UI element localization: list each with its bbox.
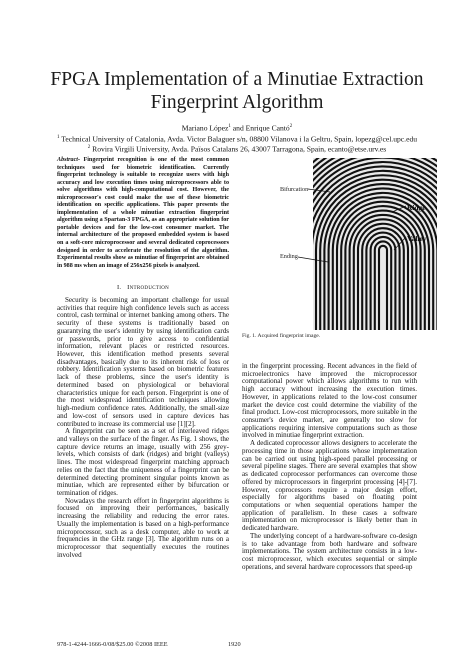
paragraph: A dedicated coprocessor allows designers to accelerate the processing time in those applications whose implementation can be carried out using high-speed parallel processing or several pipeline stages. There are several examples that show as dedicated coprocessor performances can overcome those offered by microprocessors in fingerprint processing [4]-[7]. However, coprocessors require a major design effort, especially for algorithms based on floating point computations or when sequential operations hamper the application of parallelism. In these cases a software implementation on microprocessor is likely better than in dedicated hardware. [242,439,417,533]
paragraph: in the fingerprint processing. Recent advances in the field of microelectronics have improved the microprocessor computational power which allows algorithms to run with high accuracy without increasing the execution times. However, in applications related to the low-cost consumer market the device cost could determine the viability of the final product. Low-cost microprocessors, more suitable in the consumer's device market, are generally too slow for applications requiring intensive computations such as those involved in minutiae fingerprint extraction. [242,362,417,440]
affiliation-2: $^2$ Rovira Virgili University, Avda. Països Catalans 26, 43007 Tarragona, Spain, ecanto@etse.urv.es [87,144,387,154]
paragraph: Security is becoming an important challenge for usual activities that require high confidence levels such as access control, cash terminal or internet banking among others. The security of these systems is traditionally based on guarantying the user's identity by using identification cards or passwords, prior to give access to confidential information, relevant places or restricted resources. However, this identification method presents several disadvantages, basically due to its inherent risk of loss or robbery. Identification systems based on biometric features lack of these problems, since the user's identity is determined based on physiological or behavioral characteristics unique for each person. Fingerprint is one of the most widespread identification techniques allowing high-medium confidence rates. Additionally, the small-size and low-cost of sensors used in capture devices has contributed to increase its commercial use [1][2]. [57,296,229,428]
ending-label: Ending [280,253,298,260]
author-block [20,122,454,154]
paragraph: A fingerprint can be seen as a set of interleaved ridges and valleys on the surface of the finger. As Fig. 1 shows, the capture device returns an image, usually with 256 grey-levels, which consists of dark (ridges) and bright (valleys) lines. The most widespread fingerprint matching approach relies on the fact that the uniqueness of a fingerprint can be determined detecting prominent singular points known as minutiae, which are represented either by bifurcation or termination of ridges. [57,427,229,497]
paragraph: The underlying concept of a hardware-software co-design is to take advantage from both hardware and software implementations. The system architecture consists in a low-cost microprocessor, which executes sequential or simple operations, and several hardware coprocessors that speed-up [242,531,417,571]
title-line-1: FPGA Implementation of a Minutiae Extraction [50,69,424,90]
author-names: Mariano López$^1$ and Enrique Cantó$^2$ [181,123,293,133]
ending-pointer [298,257,328,262]
valley-label: Valley [407,234,427,243]
title-line-2: Fingerprint Algorithm [150,92,324,113]
ridge-pointer [392,206,406,212]
figure-1 [280,158,437,330]
paragraph: Nowadays the research effort in fingerprint algorithms is focused on improving their performances, basically increasing the reliability and reducing the error rates. Usually the implementation is based on a high-performance microprocessor, such as a desk computer, able to work at frequencies in the GHz range [3]. The algorithm runs on a microprocessor that sequentially executes the routines involved [57,496,229,559]
section-heading [57,284,229,291]
paper-title [20,68,454,114]
figure-pointers [280,158,437,330]
footer-page-number: 1920 [228,641,241,648]
abstract-lead: Abstract- [57,157,81,163]
abstract [57,157,229,270]
bifurcation-label: Bifurcation [280,186,309,193]
section-numeral: I. [116,284,122,291]
section-title: Introduction [127,284,170,291]
left-column [57,297,229,559]
valley-pointer [394,237,406,250]
right-column [242,363,417,571]
figure-caption: Fig. 1. Acquired fingerprint image. [242,333,321,339]
bifurcation-pointer [308,189,330,192]
ridge-label: Ridge [407,203,426,212]
abstract-text: Fingerprint recognition is one of the most common techniques used for biometric identification. Currently fingerprint technology is suitable to recognize users with high accuracy and low execution times using microprocessors able to solve algorithms with high-computational cost. However, the microprocessor's cost could make the use of these biometric identification on specific applications. This paper presents the implementation of a whole minutiae extraction fingerprint algorithm using a Spartan-3 FPGA, as an appropriate solution for portable devices and for the low-cost consumer market. The internal architecture of the proposed embedded system is based on a soft-core microprocessor and several dedicated coprocessors designed in order to accelerate the resolution of the algorithm. Experimental results show as minutiae of fingerprint are obtained in 988 ms when an image of 256x256 pixels is analyzed. [57,157,229,269]
footer-isbn: 978-1-4244-1666-0/08/$25.00 ©2008 IEEE [57,641,168,648]
affiliation-1: $^1$ Technical University of Catalonia, Avda. Victor Balaguer s/n, 08800 Vilanova i la Geltru, Spain, lopezg@cel.upc.edu [56,134,418,144]
